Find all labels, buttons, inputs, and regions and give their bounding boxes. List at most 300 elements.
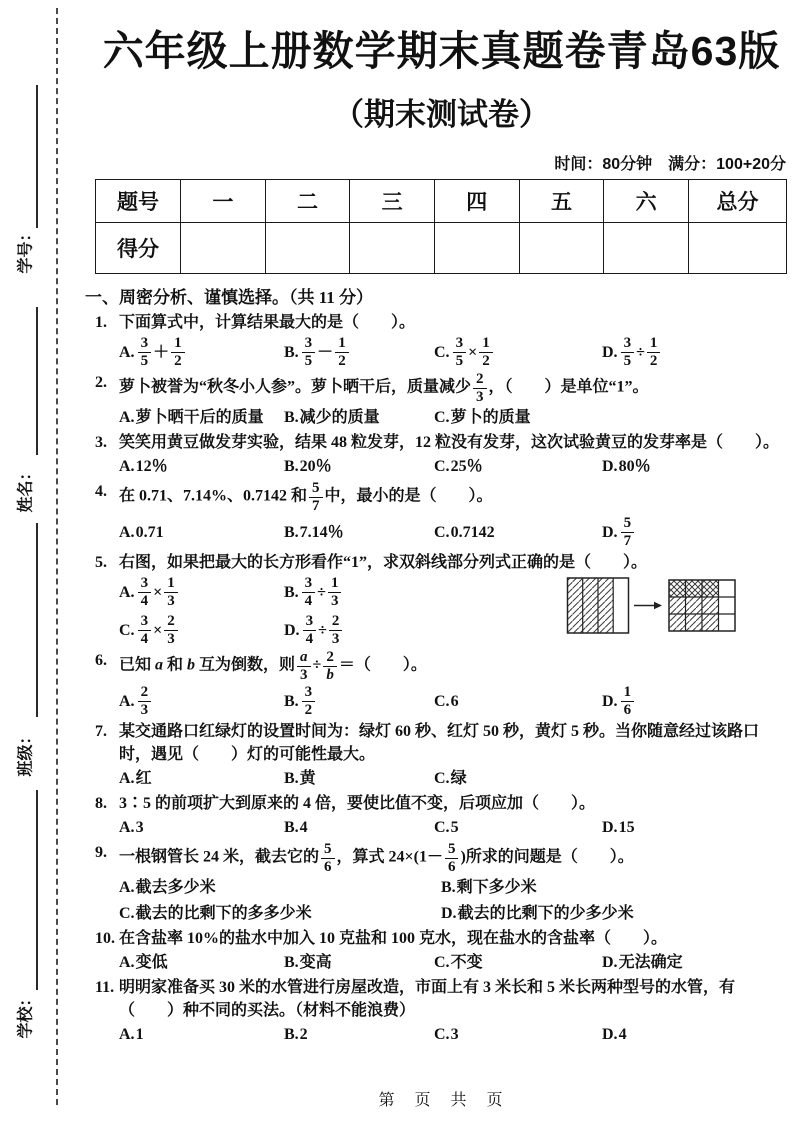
fraction-denominator: 2 [304, 701, 313, 718]
question5-hatch-figure [566, 569, 744, 648]
text-run: b [187, 656, 196, 674]
fraction [323, 649, 337, 683]
arrow-icon [634, 602, 662, 609]
option [119, 767, 284, 790]
text-run: 15 [618, 819, 635, 837]
fraction-numerator: 1 [621, 684, 635, 702]
option-label: B. [441, 879, 456, 897]
question-2 [95, 371, 788, 429]
options-grid [119, 816, 788, 839]
score-cell [604, 223, 689, 274]
text-run: 25％ [450, 458, 483, 476]
fraction [453, 335, 467, 369]
fraction [138, 613, 152, 647]
text-run: 在 0.71、7.14%、0.7142 和 [119, 487, 308, 505]
fraction-denominator: 3 [140, 701, 149, 718]
question-number: 6. [95, 652, 107, 670]
text-run: 在含盐率 10%的盐水中加入 10 克盐和 100 克水，现在盐水的含盐率（ ）。 [119, 930, 668, 948]
fill-in-line [36, 790, 38, 990]
text-run: 右图，如果把最大的长方形看作“1”，求双斜线部分列式正确的是（ ）。 [119, 554, 648, 572]
option [284, 951, 434, 974]
text-run: 无法确定 [618, 954, 683, 972]
option-label: C. [434, 770, 450, 788]
fraction [473, 371, 487, 405]
fraction [621, 335, 635, 369]
fraction-denominator: 3 [300, 666, 308, 683]
margin-label-class: 班级： [17, 728, 35, 777]
text-run: 5 [450, 819, 459, 837]
option [434, 684, 602, 718]
text-run: 4 [618, 1026, 627, 1044]
score-cell [689, 223, 787, 274]
text-run: － [317, 343, 334, 361]
fraction-numerator: 3 [138, 575, 152, 593]
option-label: A. [119, 583, 135, 601]
fraction-denominator: 3 [331, 630, 340, 647]
margin-label-school: 学校： [17, 990, 35, 1039]
question-6 [95, 649, 788, 718]
question-5 [95, 551, 788, 647]
fraction-denominator: 4 [304, 592, 313, 609]
option-label: D. [441, 905, 457, 923]
fraction-numerator: 5 [621, 515, 635, 533]
text-run: 80％ [618, 458, 651, 476]
question-stem [119, 649, 788, 683]
option [119, 684, 284, 718]
question-stem [119, 841, 788, 875]
text-run: 中，最小的是（ ）。 [324, 487, 493, 505]
fraction [445, 841, 459, 875]
fraction-denominator: 4 [140, 630, 149, 647]
option-label: B. [284, 343, 299, 361]
fraction-denominator: 7 [623, 532, 632, 549]
options-grid [119, 1023, 788, 1046]
text-run: 萝卜的质量 [450, 409, 531, 427]
fraction [621, 684, 635, 718]
text-run: 截去的比剩下的多多少米 [135, 905, 312, 923]
fraction [138, 684, 152, 718]
question-body [119, 480, 788, 549]
option-label: A. [119, 523, 135, 541]
page-title: 六年级上册数学期末真题卷青岛63版 [102, 28, 781, 74]
option [434, 951, 602, 974]
text-run: a [155, 656, 164, 674]
option [441, 902, 788, 925]
fraction [309, 480, 323, 514]
text-run: 3 [450, 1026, 459, 1044]
text-run: ÷ [312, 656, 322, 674]
questions-list [95, 311, 788, 1046]
score-cell [350, 223, 435, 274]
fraction-denominator: 5 [304, 352, 313, 369]
text-run: 0.71 [135, 523, 164, 541]
double-hatched-part [669, 580, 719, 597]
fraction-numerator: 2 [329, 613, 343, 631]
options-grid [119, 335, 788, 369]
fraction-numerator: 1 [479, 335, 493, 353]
text-run: ÷ [636, 343, 645, 361]
option-label: C. [434, 343, 450, 361]
question-body [119, 976, 788, 1046]
fraction-denominator: 2 [174, 352, 182, 369]
option-label: B. [284, 409, 299, 427]
fraction [171, 335, 185, 369]
text-run: 明明家准备买 30 米的水管进行房屋改造，市面上有 3 米长和 5 米长两种型号的水管，有（ ）种不同的买法。（材料不能浪费） [119, 979, 736, 1020]
option [602, 951, 788, 974]
text-run: 截去多少米 [135, 879, 216, 897]
question-body [119, 551, 788, 647]
option-label: C. [434, 523, 450, 541]
fill-in-line [36, 523, 38, 717]
option [434, 455, 602, 478]
score-table-header-row [96, 180, 787, 223]
fill-in-line [36, 307, 38, 455]
fraction [302, 684, 316, 718]
option-label: A. [119, 1026, 135, 1044]
fraction-denominator: 2 [482, 352, 490, 369]
option-label: B. [284, 1026, 299, 1044]
score-header-cell: 一 [181, 180, 266, 223]
text-run: 12％ [135, 458, 168, 476]
question-stem [119, 720, 788, 766]
score-cell [265, 223, 350, 274]
score-header-cell: 四 [434, 180, 519, 223]
text-run: 剩下多少米 [456, 879, 537, 897]
fraction-numerator: 1 [328, 575, 342, 593]
option-label: A. [119, 770, 135, 788]
fraction [302, 335, 316, 369]
text-run: × [468, 343, 478, 361]
text-run: 变低 [135, 954, 168, 972]
margin-label-student-id: 学号： [17, 225, 35, 274]
option-label: D. [602, 954, 618, 972]
text-run: 3 [135, 819, 144, 837]
question-body [119, 649, 788, 718]
score-table [95, 179, 787, 274]
text-run: ÷ [318, 621, 327, 639]
option [441, 876, 788, 899]
option [602, 515, 788, 549]
fraction-numerator: 2 [323, 649, 337, 667]
option [119, 876, 441, 899]
text-run: 20％ [299, 458, 332, 476]
question-number: 4. [95, 483, 107, 501]
option [602, 1023, 788, 1046]
fraction [138, 335, 152, 369]
text-run: )所求的问题是（ ）。 [460, 848, 634, 866]
option [434, 406, 788, 429]
fraction-numerator: a [297, 649, 311, 667]
option-label: C. [434, 692, 450, 710]
score-header-cell: 五 [519, 180, 604, 223]
question-number: 9. [95, 844, 107, 862]
option-label: B. [284, 819, 299, 837]
option-label: A. [119, 819, 135, 837]
text-run: 绿 [450, 770, 467, 788]
text-run: ÷ [317, 583, 326, 601]
fraction-numerator: 3 [303, 613, 317, 631]
option [602, 816, 788, 839]
option [119, 455, 284, 478]
option [434, 1023, 602, 1046]
content-column [85, 0, 788, 1048]
section-title: 一、周密分析、谨慎选择。（共 11 分） [85, 288, 374, 308]
fraction-denominator: 5 [455, 352, 464, 369]
options-grid [119, 684, 788, 718]
fraction [164, 613, 178, 647]
option-label: D. [602, 458, 618, 476]
fraction [164, 575, 178, 609]
binding-dashed-line [56, 8, 58, 1105]
question-8 [95, 792, 788, 839]
option-label: A. [119, 458, 135, 476]
margin-label-name: 姓名： [17, 464, 35, 513]
score-header-cell: 二 [265, 180, 350, 223]
fraction-numerator: 5 [309, 480, 323, 498]
fraction-numerator: 1 [335, 335, 349, 353]
question-body [119, 841, 788, 925]
question-1 [95, 311, 788, 369]
fraction-numerator: 5 [321, 841, 335, 859]
options-grid [119, 455, 788, 478]
fraction-denominator: 5 [140, 352, 149, 369]
question-body [119, 431, 788, 478]
text-run: × [153, 583, 163, 601]
fraction [138, 575, 152, 609]
option [284, 613, 470, 647]
question-3 [95, 431, 788, 478]
option-label: A. [119, 409, 135, 427]
option-label: D. [602, 692, 618, 710]
option-label: C. [434, 409, 450, 427]
question-stem [119, 311, 788, 334]
text-run: 2 [299, 1026, 308, 1044]
fraction-denominator: 6 [447, 858, 456, 875]
question-number: 11. [95, 979, 115, 997]
option-label: D. [602, 523, 618, 541]
text-run: 截去的比剩下的少多少米 [457, 905, 634, 923]
option-label: B. [284, 692, 299, 710]
option-label: A. [119, 954, 135, 972]
option [119, 335, 284, 369]
fraction-numerator: 2 [138, 684, 152, 702]
option-label: C. [434, 458, 450, 476]
option-label: A. [119, 692, 135, 710]
option [119, 816, 284, 839]
option-label: C. [119, 905, 135, 923]
fraction [328, 575, 342, 609]
options-grid [119, 406, 788, 429]
question-stem [119, 431, 788, 454]
option-label: B. [284, 458, 299, 476]
question-number: 5. [95, 554, 107, 572]
fraction-numerator: 3 [453, 335, 467, 353]
question-4 [95, 480, 788, 549]
fraction-numerator: 3 [138, 613, 152, 631]
text-run: 一根钢管长 24 米，截去它的 [119, 848, 320, 866]
text-run: 笑笑用黄豆做发芽实验，结果 48 粒发芽，12 粒没有发芽，这次试验黄豆的发芽率是（ ）。 [119, 434, 780, 452]
text-run: 下面算式中，计算结果最大的是（ ）。 [119, 314, 416, 332]
option [119, 406, 284, 429]
fraction-denominator: 5 [623, 352, 632, 369]
option-label: C. [434, 954, 450, 972]
option [284, 406, 434, 429]
options-grid [119, 515, 788, 549]
score-cell [519, 223, 604, 274]
fraction [303, 613, 317, 647]
fraction [479, 335, 493, 369]
fraction-numerator: 3 [302, 684, 316, 702]
option [602, 335, 788, 369]
option [434, 816, 602, 839]
question-stem [119, 976, 788, 1022]
text-run: ＋ [153, 343, 170, 361]
question-7 [95, 720, 788, 790]
hatched-three-quarters [568, 578, 614, 633]
text-run: 和 [163, 656, 188, 674]
text-run: 减少的质量 [299, 409, 380, 427]
option-label: B. [284, 523, 299, 541]
score-header-cell: 六 [604, 180, 689, 223]
question-body [119, 720, 788, 790]
score-header-cell: 三 [350, 180, 435, 223]
text-run: ＝（ ）。 [338, 656, 427, 674]
fraction-denominator: 6 [623, 701, 632, 718]
fraction [321, 841, 335, 875]
question-stem [119, 792, 788, 815]
text-run: 互为倒数，则 [195, 656, 296, 674]
option-label: A. [119, 343, 135, 361]
option-label: B. [284, 770, 299, 788]
options-grid [119, 575, 519, 647]
option [602, 455, 788, 478]
option [602, 684, 788, 718]
question-body [119, 927, 788, 974]
fraction-numerator: 3 [302, 575, 316, 593]
option [284, 335, 434, 369]
page-footer: 第 页 共 页 [378, 1092, 505, 1109]
question-body [119, 311, 788, 369]
question-number: 10. [95, 930, 115, 948]
exam-meta: 时间：80分钟 满分：100+20分 [554, 156, 786, 174]
text-run: ，（ ）是单位“1”。 [488, 378, 649, 396]
option [284, 816, 434, 839]
fraction-denominator: 3 [167, 630, 175, 647]
fraction [647, 335, 661, 369]
option-label: C. [434, 819, 450, 837]
option [284, 515, 434, 549]
fraction-numerator: 2 [164, 613, 178, 631]
option-label: B. [284, 954, 299, 972]
text-run: 变高 [299, 954, 332, 972]
option [119, 1023, 284, 1046]
score-header-cell: 总分 [689, 180, 787, 223]
text-run: 已知 [119, 656, 156, 674]
options-grid [119, 876, 788, 925]
text-run: 6 [450, 692, 459, 710]
option [119, 613, 284, 647]
question-body [119, 792, 788, 839]
option-label: B. [284, 583, 299, 601]
option-label: A. [119, 879, 135, 897]
fraction-denominator: 7 [312, 497, 320, 514]
text-run: 不变 [450, 954, 483, 972]
fraction [302, 575, 316, 609]
fraction-denominator: 4 [140, 592, 149, 609]
question-number: 2. [95, 374, 107, 392]
text-run: 3∶5 的前项扩大到原来的 4 倍，要使比值不变，后项应加（ ）。 [119, 795, 596, 813]
text-run: 萝卜晒干后的质量 [135, 409, 264, 427]
fraction [329, 613, 343, 647]
text-run: 1 [135, 1026, 144, 1044]
option [119, 515, 284, 549]
fraction-denominator: b [326, 666, 334, 683]
options-grid [119, 767, 788, 790]
question-number: 7. [95, 723, 107, 741]
fraction-numerator: 1 [647, 335, 661, 353]
option [284, 575, 470, 609]
option [284, 455, 434, 478]
text-run: 萝卜被誉为“秋冬小人参”。萝卜晒干后，质量减少 [119, 378, 472, 396]
fill-in-line [36, 85, 38, 228]
fraction-denominator: 2 [649, 352, 658, 369]
option [284, 684, 434, 718]
fraction-denominator: 3 [167, 592, 175, 609]
fraction [297, 649, 311, 683]
fraction-numerator: 1 [164, 575, 178, 593]
text-run: 红 [135, 770, 152, 788]
option [284, 1023, 434, 1046]
options-grid [119, 951, 788, 974]
score-table-score-row [96, 223, 787, 274]
question-stem [119, 480, 788, 514]
text-run: 4 [299, 819, 308, 837]
fraction-numerator: 1 [171, 335, 185, 353]
option-label: C. [434, 1026, 450, 1044]
option [434, 335, 602, 369]
text-run: 黄 [299, 770, 316, 788]
hatch-diagram [566, 569, 744, 641]
text-run: ，算式 24×(1－ [336, 848, 443, 866]
option [119, 902, 441, 925]
fraction-numerator: 2 [473, 371, 487, 389]
fraction-numerator: 3 [138, 335, 152, 353]
fraction-denominator: 3 [330, 592, 339, 609]
question-stem [119, 927, 788, 950]
question-stem [119, 371, 788, 405]
question-10 [95, 927, 788, 974]
text-run: 7.14％ [299, 523, 344, 541]
fraction-numerator: 3 [621, 335, 635, 353]
option-label: D. [602, 343, 618, 361]
option [284, 767, 434, 790]
page-subtitle: （期末测试卷） [333, 97, 550, 133]
text-run: 0.7142 [450, 523, 495, 541]
option-label: D. [602, 819, 618, 837]
text-run: × [153, 621, 163, 639]
question-body [119, 371, 788, 429]
text-run: 某交通路口红绿灯的设置时间为：绿灯 60 秒、红灯 50 秒，黄灯 5 秒。当你随意经过该路口时，遇见（ ）灯的可能性最大。 [119, 723, 760, 764]
option [434, 767, 788, 790]
option-label: C. [119, 621, 135, 639]
fraction-denominator: 3 [476, 388, 484, 405]
question-11 [95, 976, 788, 1046]
question-number: 8. [95, 795, 107, 813]
fraction [335, 335, 349, 369]
fraction-denominator: 2 [338, 352, 346, 369]
fraction-denominator: 4 [305, 630, 314, 647]
fraction-numerator: 3 [302, 335, 316, 353]
